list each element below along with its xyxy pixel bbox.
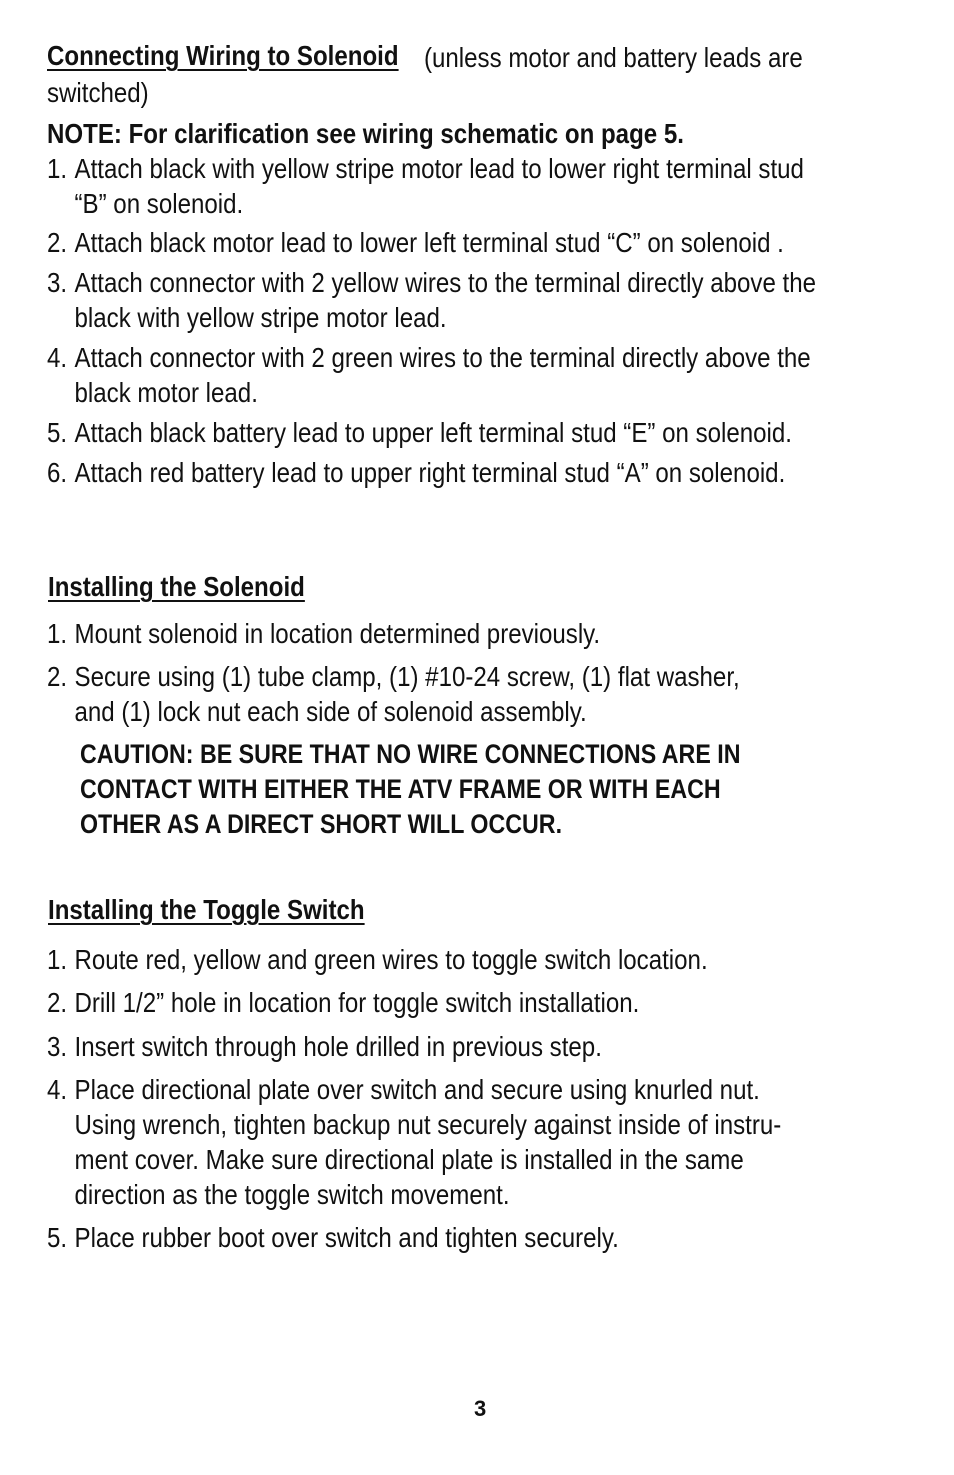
item-text: Using wrench, tighten backup nut securely against inside of instru-: [74, 1109, 782, 1140]
item-number: 5.: [47, 1222, 68, 1253]
item-text: and (1) lock nut each side of solenoid assembly.: [74, 696, 587, 727]
item-text: Place rubber boot over switch and tighten securely.: [74, 1222, 619, 1253]
item-text: Insert switch through hole drilled in previous step.: [74, 1031, 602, 1062]
item-text: Attach connector with 2 green wires to the terminal directly above the: [74, 342, 811, 373]
item-number: 3.: [47, 1031, 68, 1062]
item-text: Drill 1/2” hole in location for toggle switch installation.: [74, 987, 640, 1018]
item-number: 1.: [47, 944, 68, 975]
item-number: 2.: [47, 227, 68, 258]
page-number: 3: [474, 1396, 487, 1421]
item-number: 2.: [47, 987, 68, 1018]
item-number: 1.: [47, 618, 68, 649]
section-heading-connecting-wiring: Connecting Wiring to Solenoid: [47, 40, 399, 71]
caution-line: CAUTION: BE SURE THAT NO WIRE CONNECTIONS ARE IN: [80, 739, 741, 769]
item-number: 4.: [47, 1074, 68, 1105]
item-text: Attach black battery lead to upper left terminal stud “E” on solenoid.: [74, 417, 792, 448]
caution-line: OTHER AS A DIRECT SHORT WILL OCCUR.: [80, 809, 563, 839]
item-text: Attach red battery lead to upper right terminal stud “A” on solenoid.: [74, 457, 786, 488]
item-text: black motor lead.: [74, 377, 258, 408]
item-text: ment cover. Make sure directional plate is installed in the same: [74, 1144, 744, 1175]
caution-line: CONTACT WITH EITHER THE ATV FRAME OR WITH EACH: [80, 774, 721, 804]
item-number: 6.: [47, 457, 68, 488]
item-number: 2.: [47, 661, 68, 692]
section-heading-installing-toggle-switch: Installing the Toggle Switch: [48, 894, 365, 925]
section-subtitle-line1: (unless motor and battery leads are: [424, 42, 803, 73]
item-text: Route red, yellow and green wires to toggle switch location.: [74, 944, 708, 975]
item-number: 5.: [47, 417, 68, 448]
item-text: black with yellow stripe motor lead.: [74, 302, 447, 333]
item-number: 4.: [47, 342, 68, 373]
item-text: direction as the toggle switch movement.: [74, 1179, 510, 1210]
item-number: 1.: [47, 153, 68, 184]
item-text: Attach connector with 2 yellow wires to the terminal directly above the: [74, 267, 817, 298]
item-text: “B” on solenoid.: [74, 188, 244, 219]
section-heading-installing-solenoid: Installing the Solenoid: [48, 571, 305, 602]
wiring-note: NOTE: For clarification see wiring schematic on page 5.: [47, 118, 684, 149]
section-subtitle-line2: switched): [47, 77, 149, 108]
item-text: Secure using (1) tube clamp, (1) #10-24 screw, (1) flat washer,: [74, 661, 740, 692]
item-text: Attach black motor lead to lower left terminal stud “C” on solenoid .: [74, 227, 784, 258]
item-number: 3.: [47, 267, 68, 298]
item-text: Attach black with yellow stripe motor lead to lower right terminal stud: [74, 153, 804, 184]
item-text: Mount solenoid in location determined previously.: [74, 618, 601, 649]
caution-warning: [80, 737, 740, 842]
item-text: Place directional plate over switch and secure using knurled nut.: [74, 1074, 760, 1105]
